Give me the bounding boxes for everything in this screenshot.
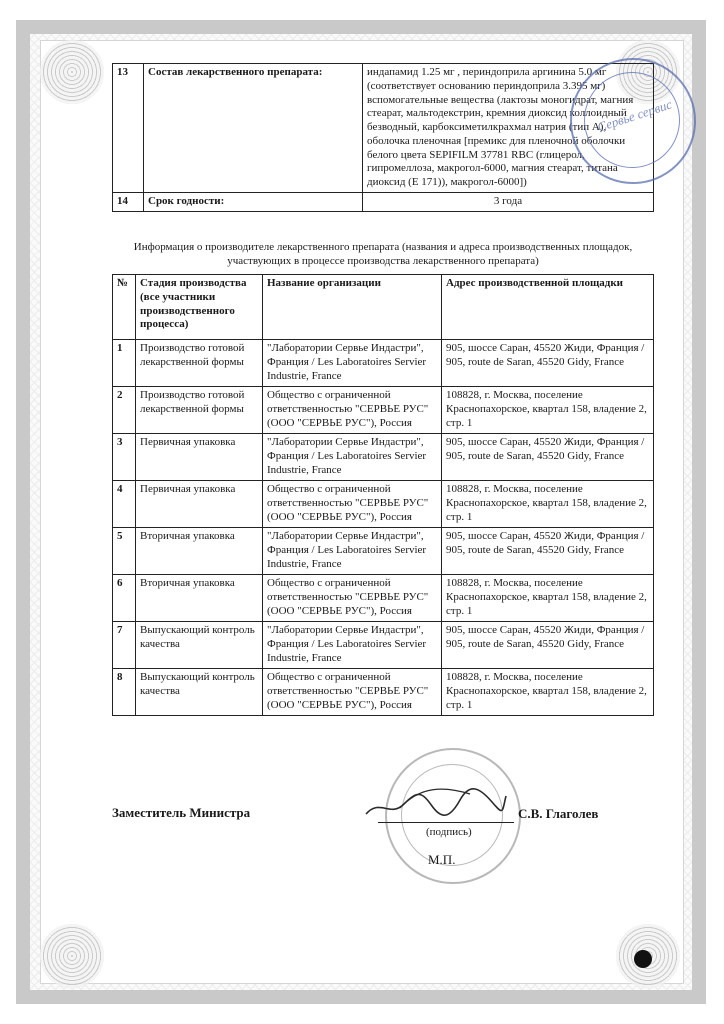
row-stage: Производство готовой лекарственной формы: [136, 340, 263, 387]
row-num: 4: [113, 481, 136, 528]
header-org: Название организации: [263, 275, 442, 340]
handwritten-signature: [360, 778, 510, 828]
row-stage: Выпускающий контроль качества: [136, 622, 263, 669]
binding-hole: [634, 950, 652, 968]
row-addr: 905, шоссе Саран, 45520 Жиди, Франция / 905, route de Saran, 45520 Gidy, France: [442, 340, 654, 387]
row-addr: 905, шоссе Саран, 45520 Жиди, Франция / 905, route de Saran, 45520 Gidy, France: [442, 434, 654, 481]
table-row: [113, 528, 654, 575]
header-stage: Стадия производства (все участники производственного процесса): [136, 275, 263, 340]
row-org: Общество с ограниченной ответственностью "СЕРВЬЕ РУС" (ООО "СЕРВЬЕ РУС"), Россия: [263, 387, 442, 434]
row-num: 1: [113, 340, 136, 387]
row-addr: 108828, г. Москва, поселение Краснопахорское, квартал 158, владение 2, стр. 1: [442, 387, 654, 434]
signature-caption: (подпись): [426, 826, 472, 838]
shelf-life-label: Срок годности:: [144, 192, 363, 211]
row-org: Общество с ограниченной ответственностью "СЕРВЬЕ РУС" (ООО "СЕРВЬЕ РУС"), Россия: [263, 669, 442, 716]
row-org: "Лаборатории Сервье Индастри", Франция / Les Laboratoires Servier Industrie, France: [263, 434, 442, 481]
row-org: Общество с ограниченной ответственностью "СЕРВЬЕ РУС" (ООО "СЕРВЬЕ РУС"), Россия: [263, 575, 442, 622]
corner-rosette-top-left: [40, 40, 104, 104]
row-addr: 108828, г. Москва, поселение Краснопахорское, квартал 158, владение 2, стр. 1: [442, 481, 654, 528]
composition-label: Состав лекарственного препарата:: [144, 64, 363, 193]
row-stage: Производство готовой лекарственной формы: [136, 387, 263, 434]
row-num: 5: [113, 528, 136, 575]
table-header-row: [113, 275, 654, 340]
table-row: [113, 481, 654, 528]
manufacturer-info-heading: Информация о производителе лекарственного препарата (названия и адреса производственных площадок, участвующих в процессе производства лекарственного препарата): [133, 241, 633, 268]
row-num: 2: [113, 387, 136, 434]
table-row: [113, 192, 654, 211]
table-row: [113, 340, 654, 387]
signatory-title: Заместитель Министра: [112, 805, 251, 820]
row-org: Общество с ограниченной ответственностью "СЕРВЬЕ РУС" (ООО "СЕРВЬЕ РУС"), Россия: [263, 481, 442, 528]
company-stamp: [570, 58, 696, 184]
table-row: [113, 575, 654, 622]
table-row: [113, 622, 654, 669]
row-number: 14: [113, 192, 144, 211]
row-num: 3: [113, 434, 136, 481]
row-stage: Первичная упаковка: [136, 434, 263, 481]
row-stage: Вторичная упаковка: [136, 528, 263, 575]
table-row: [113, 669, 654, 716]
row-num: 7: [113, 622, 136, 669]
row-org: "Лаборатории Сервье Индастри", Франция / Les Laboratoires Servier Industrie, France: [263, 528, 442, 575]
row-addr: 108828, г. Москва, поселение Краснопахорское, квартал 158, владение 2, стр. 1: [442, 669, 654, 716]
table-row: [113, 434, 654, 481]
row-addr: 905, шоссе Саран, 45520 Жиди, Франция / 905, route de Saran, 45520 Gidy, France: [442, 528, 654, 575]
signatory-name: С.В. Глаголев: [518, 806, 599, 821]
seal-label: М.П.: [428, 852, 456, 867]
row-num: 8: [113, 669, 136, 716]
header-num: №: [113, 275, 136, 340]
row-org: "Лаборатории Сервье Индастри", Франция / Les Laboratoires Servier Industrie, France: [263, 622, 442, 669]
row-stage: Вторичная упаковка: [136, 575, 263, 622]
row-org: "Лаборатории Сервье Индастри", Франция / Les Laboratoires Servier Industrie, France: [263, 340, 442, 387]
shelf-life-value: 3 года: [363, 192, 654, 211]
composition-value: индапамид 1.25 мг , периндоприла аргинина 5.0 мг (соответствует основанию периндоприла 3.395 мг) вспомогательные вещества (лактозы моногидрат, магния стеарат, мальтодекстрин, кремния диоксид коллоидный безводный, карбоксиметилкрахмал натрия (тип А), оболочка пленочная [премикс для пленочной оболочки белого цвета SEPIFILM 37781 RBC (глицерол, гипромеллоза, макрогол-6000, магния стеарат, титана диоксид (Е 171)), макрогол-6000]): [363, 64, 654, 193]
row-stage: Выпускающий контроль качества: [136, 669, 263, 716]
corner-rosette-bottom-left: [40, 924, 104, 988]
manufacturer-table: [112, 274, 654, 716]
header-addr: Адрес производственной площадки: [442, 275, 654, 340]
row-num: 6: [113, 575, 136, 622]
row-addr: 905, шоссе Саран, 45520 Жиди, Франция / 905, route de Saran, 45520 Gidy, France: [442, 622, 654, 669]
row-number: 13: [113, 64, 144, 193]
company-stamp-text: Сервье сервис: [595, 96, 674, 135]
table-row: [113, 387, 654, 434]
row-stage: Первичная упаковка: [136, 481, 263, 528]
row-addr: 108828, г. Москва, поселение Краснопахорское, квартал 158, владение 2, стр. 1: [442, 575, 654, 622]
